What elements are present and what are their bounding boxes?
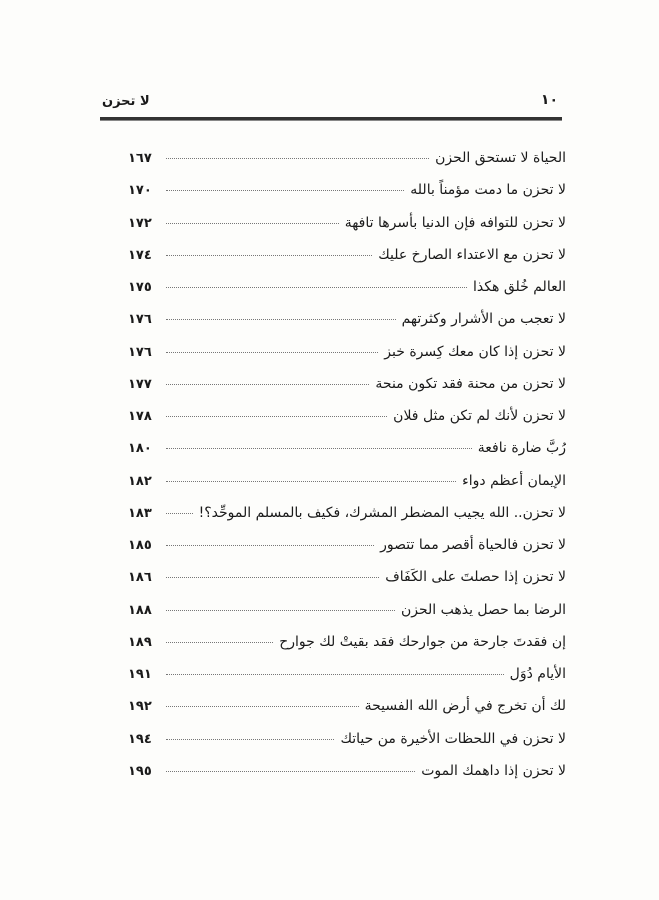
entry-page-number: ١٨٩: [128, 634, 152, 650]
entry-title: لا تحزن إذا كان معك كِسرة خبز: [384, 343, 566, 360]
entry-page-number: ١٧٧: [128, 376, 152, 392]
entry-title: الإيمان أعظم دواء: [462, 472, 566, 489]
dot-leader: [166, 513, 193, 514]
entry-page-number: ١٧٨: [128, 409, 152, 424]
toc-entry: [128, 666, 566, 698]
entry-title: العالم خُلق هكذا: [473, 279, 566, 295]
running-header: [100, 92, 562, 118]
entry-page-number: ١٨٦: [128, 570, 152, 586]
entry-title: لك أن تخرج في أرض الله الفسيحة: [364, 698, 566, 715]
entry-page-number: ١٨٠: [128, 441, 152, 457]
entry-page-number: ١٨٣: [128, 505, 152, 521]
entry-page-number: ١٩١: [128, 667, 152, 682]
toc-entry: [128, 311, 566, 343]
toc-entry: [128, 440, 566, 472]
dot-leader: [166, 448, 472, 449]
entry-page-number: ١٧٦: [128, 312, 152, 328]
entry-page-number: ١٧٤: [128, 247, 152, 263]
header-rule: [100, 117, 562, 121]
entry-page-number: ١٨٥: [128, 538, 152, 553]
dot-leader: [166, 642, 273, 643]
toc-entry: [128, 537, 566, 569]
dot-leader: [166, 223, 339, 224]
entry-title: لا تحزن فالحياة أقصر مما تتصور: [380, 537, 566, 553]
dot-leader: [166, 481, 456, 482]
dot-leader: [166, 706, 359, 707]
toc-entry: [128, 763, 566, 795]
dot-leader: [166, 319, 396, 320]
entry-title: إن فقدتَ جارحة من جوارحك فقد بقيتْ لك جوارح: [279, 633, 566, 650]
entry-title: الرضا بما حصل يذهب الحزن: [400, 601, 566, 618]
toc-entry: [128, 569, 566, 601]
toc-entry: [128, 182, 566, 214]
entry-page-number: ١٨٢: [128, 473, 152, 489]
entry-title: لا تحزن لأنك لم تكن مثل فلان: [393, 408, 566, 424]
entry-page-number: ١٩٤: [128, 731, 152, 747]
entry-page-number: ١٦٧: [128, 151, 152, 166]
table-of-contents: [128, 150, 566, 795]
entry-page-number: ١٧٢: [128, 215, 152, 231]
entry-title: لا تحزن مع الاعتداء الصارخ عليك: [378, 246, 566, 263]
entry-page-number: ١٩٥: [128, 763, 152, 779]
toc-entry: [128, 602, 566, 634]
toc-entry: [128, 473, 566, 505]
dot-leader: [166, 739, 334, 740]
dot-leader: [166, 384, 369, 385]
page-number: ١٠: [540, 92, 558, 108]
dot-leader: [166, 771, 415, 772]
toc-entry: [128, 247, 566, 279]
entry-title: الأيام دُوَل: [509, 666, 566, 682]
toc-entry: [128, 150, 566, 182]
entry-title: لا تحزن ما دمت مؤمناً بالله: [410, 182, 566, 199]
dot-leader: [166, 416, 387, 417]
dot-leader: [166, 610, 395, 611]
entry-title: رُبَّ ضارة نافعة: [477, 440, 566, 457]
toc-entry: [128, 634, 566, 666]
entry-title: لا تحزن إذا داهمك الموت: [421, 762, 566, 779]
dot-leader: [166, 190, 404, 191]
dot-leader: [166, 577, 379, 578]
dot-leader: [166, 287, 467, 288]
dot-leader: [166, 352, 378, 353]
entry-title: لا تحزن للتوافه فإن الدنيا بأسرها تافهة: [344, 214, 566, 231]
entry-page-number: ١٨٨: [128, 602, 152, 618]
entry-page-number: ١٧٥: [128, 280, 152, 295]
entry-page-number: ١٧٦: [128, 344, 152, 360]
toc-entry: [128, 215, 566, 247]
toc-entry: [128, 505, 566, 537]
toc-entry: [128, 376, 566, 408]
entry-title: لا تحزن.. الله يجيب المضطر المشرك، فكيف بالمسلم الموحِّد؟!: [198, 504, 566, 521]
dot-leader: [166, 674, 504, 675]
entry-page-number: ١٩٢: [128, 699, 152, 715]
entry-page-number: ١٧٠: [128, 183, 152, 199]
toc-entry: [128, 731, 566, 763]
entry-title: لا تعجب من الأشرار وكثرتهم: [401, 311, 566, 328]
book-title: لا تحزن: [102, 94, 150, 109]
entry-title: الحياة لا تستحق الحزن: [435, 150, 566, 166]
entry-title: لا تحزن في اللحظات الأخيرة من حياتك: [340, 730, 566, 747]
entry-title: لا تحزن إذا حصلتَ على الكَفَاف: [385, 569, 566, 586]
toc-entry: [128, 698, 566, 730]
toc-entry: [128, 344, 566, 376]
entry-title: لا تحزن من محنة فقد تكون منحة: [375, 375, 566, 392]
dot-leader: [166, 545, 374, 546]
dot-leader: [166, 158, 429, 159]
toc-entry: [128, 408, 566, 440]
toc-entry: [128, 279, 566, 311]
dot-leader: [166, 255, 372, 256]
